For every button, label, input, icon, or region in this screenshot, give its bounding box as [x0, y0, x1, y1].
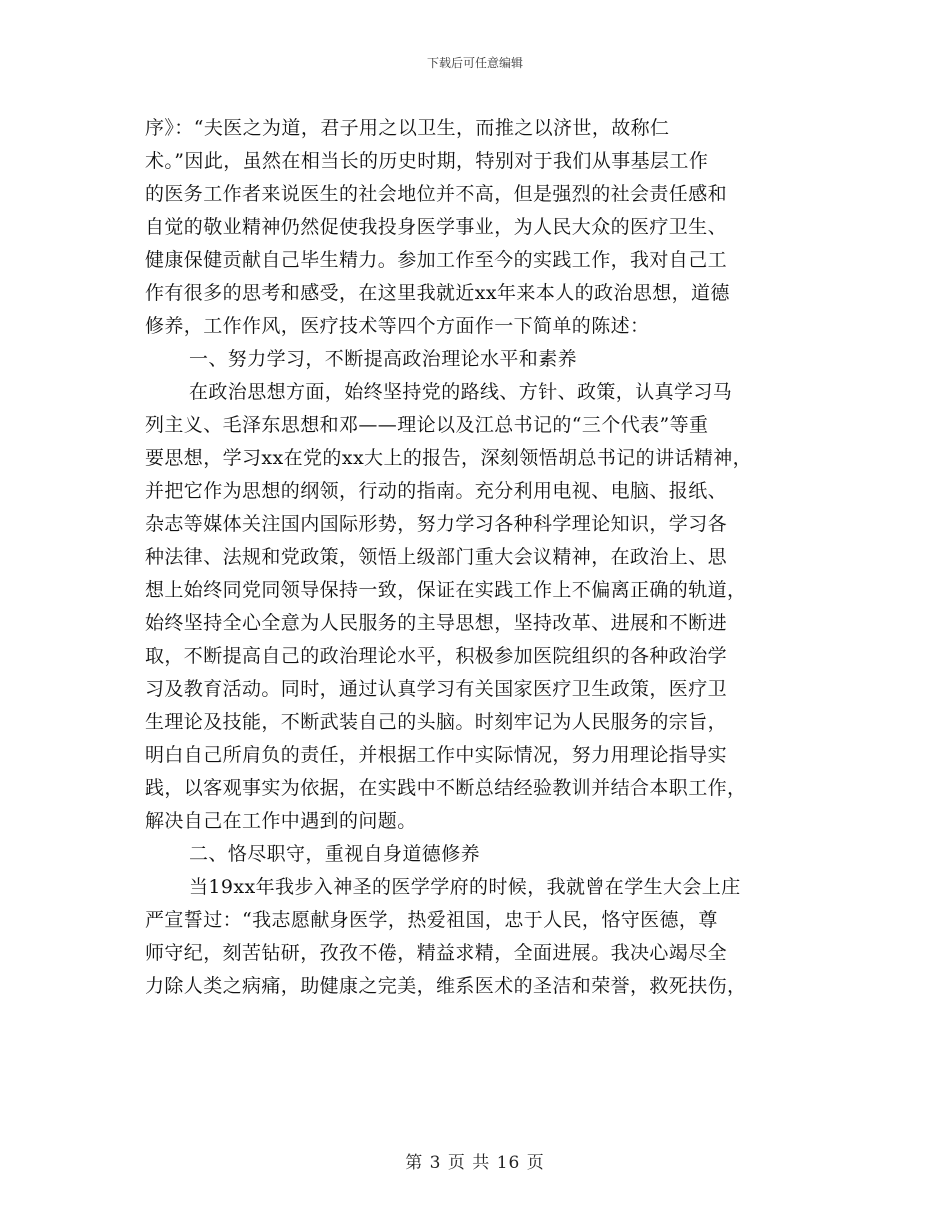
body-line: 序》：“夫医之为道，君子用之以卫生，而推之以济世，故称仁 [145, 117, 670, 139]
body-line: 种法律、法规和党政策，领悟上级部门重大会议精神，在政治上、思 [145, 546, 728, 568]
body-line: 想上始终同党同领导保持一致，保证在实践工作上不偏离正确的轨道， [145, 579, 747, 601]
body-line: 习及教育活动。同时，通过认真学习有关国家医疗卫生政策，医疗卫 [145, 678, 728, 700]
body-line: 修养，工作作风，医疗技术等四个方面作一下简单的陈述： [145, 315, 650, 337]
body-line: 自觉的敬业精神仍然促使我投身医学事业，为人民大众的医疗卫生、 [145, 216, 728, 238]
body-line: 并把它作为思想的纲领，行动的指南。充分利用电视、电脑、报纸、 [145, 480, 728, 502]
body-line: 明白自己所肩负的责任，并根据工作中实际情况，努力用理论指导实 [145, 744, 728, 766]
body-line: 的医务工作者来说医生的社会地位并不高，但是强烈的社会责任感和 [145, 183, 728, 205]
body-line: 力除人类之病痛，助健康之完美，维系医术的圣洁和荣誉，救死扶伤， [145, 975, 747, 997]
body-line: 术。”因此，虽然在相当长的历史时期，特别对于我们从事基层工作 [145, 150, 709, 172]
section-heading: 二、恪尽职守，重视自身道德修养 [189, 843, 481, 865]
body-line: 践，以客观事实为依据，在实践中不断总结经验教训并结合本职工作， [145, 777, 747, 799]
body-line: 要思想，学习xx在党的xx大上的报告，深刻领悟胡总书记的讲话精神， [145, 447, 753, 469]
body-line: 在政治思想方面，始终坚持党的路线、方针、政策，认真学习马 [189, 381, 733, 403]
body-line: 解决自己在工作中遇到的问题。 [145, 810, 417, 832]
body-line: 取，不断提高自己的政治理论水平，积极参加医院组织的各种政治学 [145, 645, 728, 667]
body-line: 严宣誓过：“我志愿献身医学，热爱祖国，忠于人民，恪守医德，尊 [145, 909, 718, 931]
page-number-footer: 第 3 页 共 16 页 [405, 1153, 545, 1173]
page-header: 下载后可任意编辑 [426, 56, 523, 70]
body-line: 生理论及技能，不断武装自己的头脑。时刻牢记为人民服务的宗旨， [145, 711, 728, 733]
body-line: 列主义、毛泽东思想和邓——理论以及江总书记的“三个代表”等重 [145, 414, 709, 436]
document-body [145, 112, 815, 1003]
body-line: 师守纪，刻苦钻研，孜孜不倦，精益求精，全面进展。我决心竭尽全 [145, 942, 728, 964]
body-line: 健康保健贡献自己毕生精力。参加工作至今的实践工作，我对自己工 [145, 249, 728, 271]
section-heading: 一、努力学习，不断提高政治理论水平和素养 [189, 348, 578, 370]
body-line: 当19xx年我步入神圣的医学学府的时候，我就曾在学生大会上庄 [189, 876, 741, 898]
body-line: 始终坚持全心全意为人民服务的主导思想，坚持改革、进展和不断进 [145, 612, 728, 634]
body-line: 作有很多的思考和感受，在这里我就近xx年来本人的政治思想，道德 [145, 282, 730, 304]
body-line: 杂志等媒体关注国内国际形势，努力学习各种科学理论知识，学习各 [145, 513, 728, 535]
